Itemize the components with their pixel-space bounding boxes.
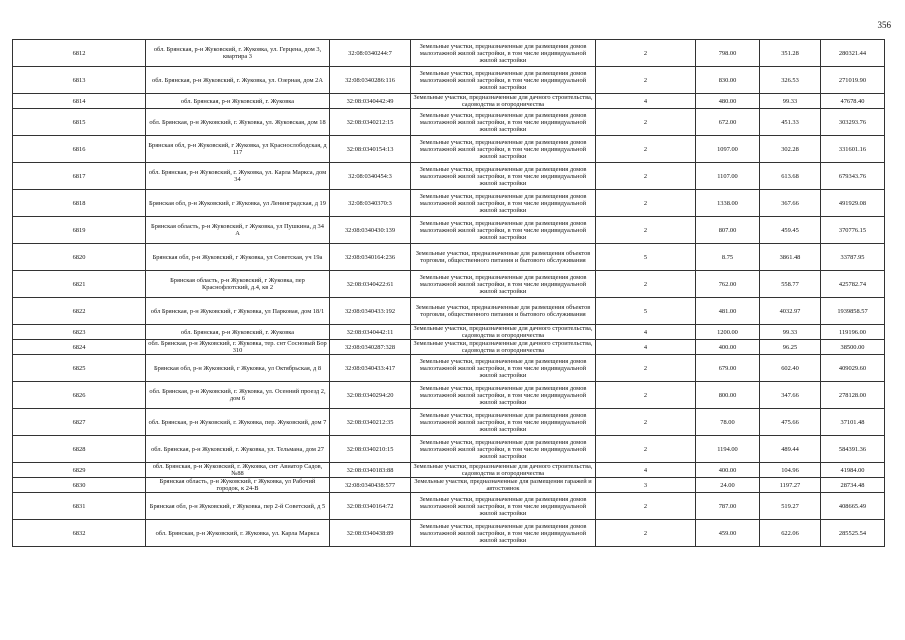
row-number-cell: 6821 <box>13 271 146 298</box>
row-number-cell: 6817 <box>13 163 146 190</box>
row-number-cell: 6832 <box>13 520 146 547</box>
row-number-cell: 6820 <box>13 244 146 271</box>
cadastral-value-cell: 37101.48 <box>821 409 885 436</box>
use-group-cell: 2 <box>596 436 696 463</box>
land-use-cell: Земельные участки, предназначенные для размещения домов малоэтажной жилой застройки, в том числе индивидуальной жилой застройки <box>411 436 596 463</box>
table-row <box>13 340 885 355</box>
area-cell: 481.00 <box>696 298 760 325</box>
row-number-cell: 6823 <box>13 325 146 340</box>
land-use-cell: Земельные участки, предназначенные для дачного строительства, садоводства и огородничества <box>411 325 596 340</box>
table-row <box>13 325 885 340</box>
specific-value-cell: 519.27 <box>760 493 821 520</box>
row-number-cell: 6813 <box>13 67 146 94</box>
address-cell: Брянская область, р-н Жуковский, г Жуковка, пер Краснофлотский, д.4, кв 2 <box>146 271 330 298</box>
specific-value-cell: 326.53 <box>760 67 821 94</box>
cadastral-number-cell: 32:08:0340164:72 <box>330 493 411 520</box>
land-use-cell: Земельные участки, предназначенные для размещения домов малоэтажной жилой застройки, в том числе индивидуальной жилой застройки <box>411 67 596 94</box>
cadastral-value-cell: 409029.60 <box>821 355 885 382</box>
row-number-cell: 6824 <box>13 340 146 355</box>
address-cell: обл. Брянская, р-н Жуковский, г. Жуковка, снт Авиатор Садов, №88 <box>146 463 330 478</box>
use-group-cell: 4 <box>596 325 696 340</box>
address-cell: обл Брянская, р-н Жуковский, г Жуковка, ул Парковая, дом 18/1 <box>146 298 330 325</box>
cadastral-value-cell: 303293.76 <box>821 109 885 136</box>
address-cell: обл. Брянская, р-н Жуковский, г. Жуковка, ул. Карла Маркса, дом 34 <box>146 163 330 190</box>
cadastral-number-cell: 32:08:0340212:15 <box>330 109 411 136</box>
cadastral-number-cell: 32:08:0340438:89 <box>330 520 411 547</box>
row-number-cell: 6831 <box>13 493 146 520</box>
address-cell: обл. Брянская, р-н Жуковский, г. Жуковка, ул. Жуковская, дом 18 <box>146 109 330 136</box>
use-group-cell: 2 <box>596 520 696 547</box>
use-group-cell: 3 <box>596 478 696 493</box>
address-cell: обл. Брянская, р-н Жуковский, г. Жуковка <box>146 94 330 109</box>
use-group-cell: 2 <box>596 271 696 298</box>
cadastral-number-cell: 32:08:0340287:328 <box>330 340 411 355</box>
land-use-cell: Земельные участки, предназначенные для дачного строительства, садоводства и огородничества <box>411 94 596 109</box>
cadastral-number-cell: 32:08:0340212:35 <box>330 409 411 436</box>
address-cell: Брянская обл, р-н Жуковский, г Жуковка, ул Октябрьская, д 8 <box>146 355 330 382</box>
cadastral-value-cell: 1939858.57 <box>821 298 885 325</box>
address-cell: Брянская обл, р-н Жуковский, г Жуковка, ул Советская, уч 19а <box>146 244 330 271</box>
table-row <box>13 190 885 217</box>
table-row <box>13 436 885 463</box>
specific-value-cell: 367.66 <box>760 190 821 217</box>
cadastral-value-cell: 584391.36 <box>821 436 885 463</box>
cadastral-number-cell: 32:08:0340244:7 <box>330 40 411 67</box>
cadastral-value-cell: 119196.00 <box>821 325 885 340</box>
specific-value-cell: 351.28 <box>760 40 821 67</box>
specific-value-cell: 489.44 <box>760 436 821 463</box>
table-row <box>13 355 885 382</box>
cadastral-number-cell: 32:08:0340154:13 <box>330 136 411 163</box>
land-use-cell: Земельные участки, предназначенные для размещения домов малоэтажной жилой застройки, в том числе индивидуальной жилой застройки <box>411 382 596 409</box>
cadastral-number-cell: 32:08:0340433:417 <box>330 355 411 382</box>
cadastral-value-cell: 491929.08 <box>821 190 885 217</box>
area-cell: 400.00 <box>696 340 760 355</box>
use-group-cell: 2 <box>596 355 696 382</box>
specific-value-cell: 475.66 <box>760 409 821 436</box>
specific-value-cell: 104.96 <box>760 463 821 478</box>
specific-value-cell: 4032.97 <box>760 298 821 325</box>
table-row <box>13 409 885 436</box>
land-use-cell: Земельные участки, предназначенные для дачного строительства, садоводства и огородничества <box>411 340 596 355</box>
specific-value-cell: 96.25 <box>760 340 821 355</box>
cadastral-value-table <box>12 39 885 547</box>
cadastral-number-cell: 32:08:0340454:3 <box>330 163 411 190</box>
area-cell: 78.00 <box>696 409 760 436</box>
area-cell: 830.00 <box>696 67 760 94</box>
address-cell: обл. Брянская, р-н Жуковский, г. Жуковка, ул. Тельмана, дом 27 <box>146 436 330 463</box>
cadastral-value-cell: 280321.44 <box>821 40 885 67</box>
row-number-cell: 6818 <box>13 190 146 217</box>
table-row <box>13 163 885 190</box>
specific-value-cell: 558.77 <box>760 271 821 298</box>
area-cell: 1200.00 <box>696 325 760 340</box>
cadastral-value-cell: 331601.16 <box>821 136 885 163</box>
specific-value-cell: 347.66 <box>760 382 821 409</box>
table-row <box>13 463 885 478</box>
use-group-cell: 2 <box>596 409 696 436</box>
specific-value-cell: 451.33 <box>760 109 821 136</box>
row-number-cell: 6822 <box>13 298 146 325</box>
land-use-cell: Земельные участки, предназначенные для размещения домов малоэтажной жилой застройки, в том числе индивидуальной жилой застройки <box>411 163 596 190</box>
area-cell: 798.00 <box>696 40 760 67</box>
use-group-cell: 2 <box>596 40 696 67</box>
specific-value-cell: 602.40 <box>760 355 821 382</box>
use-group-cell: 2 <box>596 136 696 163</box>
row-number-cell: 6829 <box>13 463 146 478</box>
row-number-cell: 6830 <box>13 478 146 493</box>
specific-value-cell: 622.06 <box>760 520 821 547</box>
cadastral-value-cell: 679343.76 <box>821 163 885 190</box>
table-row <box>13 271 885 298</box>
use-group-cell: 4 <box>596 94 696 109</box>
area-cell: 1107.00 <box>696 163 760 190</box>
row-number-cell: 6825 <box>13 355 146 382</box>
use-group-cell: 2 <box>596 493 696 520</box>
use-group-cell: 4 <box>596 340 696 355</box>
row-number-cell: 6826 <box>13 382 146 409</box>
land-use-cell: Земельные участки, предназначенные для размещения домов малоэтажной жилой застройки, в том числе индивидуальной жилой застройки <box>411 109 596 136</box>
address-cell: Брянская обл, р-н Жуковский, г Жуковка, ул Краснослободская, д 117 <box>146 136 330 163</box>
cadastral-value-cell: 41984.00 <box>821 463 885 478</box>
cadastral-number-cell: 32:08:0340442:49 <box>330 94 411 109</box>
cadastral-number-cell: 32:08:0340210:15 <box>330 436 411 463</box>
cadastral-value-cell: 33787.95 <box>821 244 885 271</box>
specific-value-cell: 459.45 <box>760 217 821 244</box>
use-group-cell: 2 <box>596 109 696 136</box>
use-group-cell: 5 <box>596 244 696 271</box>
cadastral-value-cell: 425782.74 <box>821 271 885 298</box>
address-cell: обл. Брянская, р-н Жуковский, г. Жуковка, ул. Герцена, дом 3, квартира 3 <box>146 40 330 67</box>
row-number-cell: 6828 <box>13 436 146 463</box>
address-cell: Брянская обл, р-н Жуковский, г Жуковка, пер 2-й Советский, д 5 <box>146 493 330 520</box>
land-use-cell: Земельные участки, предназначенные для размещения домов малоэтажной жилой застройки, в том числе индивидуальной жилой застройки <box>411 271 596 298</box>
table-row <box>13 136 885 163</box>
cadastral-number-cell: 32:08:0340183:88 <box>330 463 411 478</box>
area-cell: 762.00 <box>696 271 760 298</box>
specific-value-cell: 302.28 <box>760 136 821 163</box>
specific-value-cell: 1197.27 <box>760 478 821 493</box>
table-body <box>13 40 885 547</box>
area-cell: 400.00 <box>696 463 760 478</box>
address-cell: обл. Брянская, р-н Жуковский, г. Жуковка <box>146 325 330 340</box>
table-row <box>13 94 885 109</box>
table-row <box>13 40 885 67</box>
specific-value-cell: 99.33 <box>760 94 821 109</box>
land-use-cell: Земельные участки, предназначенные для дачного строительства, садоводства и огородничества <box>411 463 596 478</box>
land-use-cell: Земельные участки, предназначенные для размещения объектов торговли, общественного питания и бытового обслуживания <box>411 244 596 271</box>
cadastral-number-cell: 32:08:0340433:192 <box>330 298 411 325</box>
row-number-cell: 6816 <box>13 136 146 163</box>
table-row <box>13 520 885 547</box>
area-cell: 679.00 <box>696 355 760 382</box>
land-use-cell: Земельные участки, предназначенные для размещения домов малоэтажной жилой застройки, в том числе индивидуальной жилой застройки <box>411 409 596 436</box>
use-group-cell: 2 <box>596 382 696 409</box>
address-cell: обл. Брянская, р-н Жуковский, г. Жуковка, тер. снт Сосновый Бор 310 <box>146 340 330 355</box>
row-number-cell: 6812 <box>13 40 146 67</box>
table-row <box>13 382 885 409</box>
area-cell: 1338.00 <box>696 190 760 217</box>
use-group-cell: 2 <box>596 163 696 190</box>
table-row <box>13 493 885 520</box>
page-number: 356 <box>877 20 891 30</box>
row-number-cell: 6815 <box>13 109 146 136</box>
use-group-cell: 2 <box>596 217 696 244</box>
table-row <box>13 478 885 493</box>
cadastral-value-cell: 271019.90 <box>821 67 885 94</box>
address-cell: обл. Брянская, р-н Жуковский, г. Жуковка, ул. Осенний проезд 2, дом 6 <box>146 382 330 409</box>
cadastral-value-cell: 28734.48 <box>821 478 885 493</box>
cadastral-value-cell: 38500.00 <box>821 340 885 355</box>
specific-value-cell: 613.68 <box>760 163 821 190</box>
area-cell: 807.00 <box>696 217 760 244</box>
row-number-cell: 6819 <box>13 217 146 244</box>
table-row <box>13 217 885 244</box>
address-cell: обл. Брянская, р-н Жуковский, г. Жуковка, ул. Карла Маркса <box>146 520 330 547</box>
table-row <box>13 67 885 94</box>
land-use-cell: Земельные участки, предназначенные для размещения домов малоэтажной жилой застройки, в том числе индивидуальной жилой застройки <box>411 40 596 67</box>
cadastral-number-cell: 32:08:0340164:236 <box>330 244 411 271</box>
cadastral-value-cell: 408665.49 <box>821 493 885 520</box>
use-group-cell: 4 <box>596 463 696 478</box>
cadastral-number-cell: 32:08:0340294:20 <box>330 382 411 409</box>
land-use-cell: Земельные участки, предназначенные для размещения домов малоэтажной жилой застройки, в том числе индивидуальной жилой застройки <box>411 190 596 217</box>
table-row <box>13 244 885 271</box>
cadastral-number-cell: 32:08:0340422:61 <box>330 271 411 298</box>
cadastral-value-cell: 47678.40 <box>821 94 885 109</box>
area-cell: 24.00 <box>696 478 760 493</box>
area-cell: 8.75 <box>696 244 760 271</box>
row-number-cell: 6814 <box>13 94 146 109</box>
area-cell: 1097.00 <box>696 136 760 163</box>
cadastral-value-cell: 370776.15 <box>821 217 885 244</box>
cadastral-number-cell: 32:08:0340442:11 <box>330 325 411 340</box>
land-use-cell: Земельные участки, предназначенные для размещения гаражей и автостоянок <box>411 478 596 493</box>
cadastral-number-cell: 32:08:0340370:3 <box>330 190 411 217</box>
land-use-cell: Земельные участки, предназначенные для размещения домов малоэтажной жилой застройки, в том числе индивидуальной жилой застройки <box>411 217 596 244</box>
cadastral-value-cell: 285525.54 <box>821 520 885 547</box>
address-cell: Брянская область, р-н Жуковский, г Жуковка, ул Рабочий городок, к 24-В <box>146 478 330 493</box>
use-group-cell: 2 <box>596 67 696 94</box>
address-cell: Брянская область, р-н Жуковский, г Жуковка, ул Пушкина, д 34 А <box>146 217 330 244</box>
cadastral-number-cell: 32:08:0340430:139 <box>330 217 411 244</box>
area-cell: 480.00 <box>696 94 760 109</box>
cadastral-number-cell: 32:08:0340438:577 <box>330 478 411 493</box>
specific-value-cell: 3861.48 <box>760 244 821 271</box>
land-use-cell: Земельные участки, предназначенные для размещения объектов торговли, общественного питания и бытового обслуживания <box>411 298 596 325</box>
row-number-cell: 6827 <box>13 409 146 436</box>
area-cell: 800.00 <box>696 382 760 409</box>
address-cell: Брянская обл, р-н Жуковский, г Жуковка, ул Ленинградская, д 19 <box>146 190 330 217</box>
area-cell: 787.00 <box>696 493 760 520</box>
table-row <box>13 109 885 136</box>
table-row <box>13 298 885 325</box>
cadastral-number-cell: 32:08:0340286:116 <box>330 67 411 94</box>
cadastral-value-cell: 278128.00 <box>821 382 885 409</box>
use-group-cell: 2 <box>596 190 696 217</box>
address-cell: обл. Брянская, р-н Жуковский, г. Жуковка, ул. Озерная, дом 2А <box>146 67 330 94</box>
land-use-cell: Земельные участки, предназначенные для размещения домов малоэтажной жилой застройки, в том числе индивидуальной жилой застройки <box>411 493 596 520</box>
land-use-cell: Земельные участки, предназначенные для размещения домов малоэтажной жилой застройки, в том числе индивидуальной жилой застройки <box>411 355 596 382</box>
address-cell: обл. Брянская, р-н Жуковский, г. Жуковка, пер. Жуковский, дом 7 <box>146 409 330 436</box>
land-use-cell: Земельные участки, предназначенные для размещения домов малоэтажной жилой застройки, в том числе индивидуальной жилой застройки <box>411 520 596 547</box>
area-cell: 459.00 <box>696 520 760 547</box>
land-use-cell: Земельные участки, предназначенные для размещения домов малоэтажной жилой застройки, в том числе индивидуальной жилой застройки <box>411 136 596 163</box>
use-group-cell: 5 <box>596 298 696 325</box>
area-cell: 1194.00 <box>696 436 760 463</box>
specific-value-cell: 99.33 <box>760 325 821 340</box>
area-cell: 672.00 <box>696 109 760 136</box>
